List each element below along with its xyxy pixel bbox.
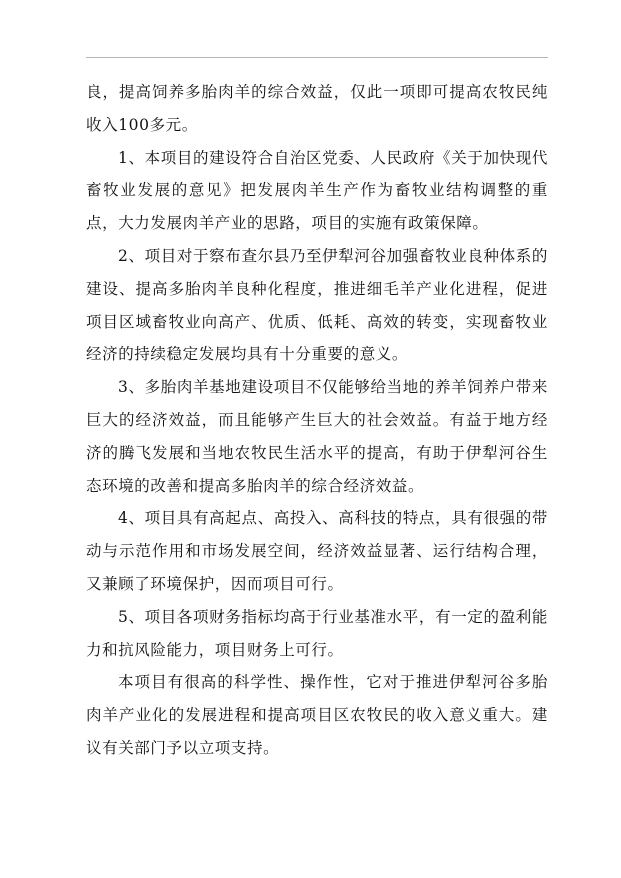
paragraph-point-4: 4、项目具有高起点、高投入、高科技的特点，具有很强的带动与示范作用和市场发展空间，经济效益显著、运行结构合理，又兼顾了环境保护，因而项目可行。 xyxy=(86,509,548,593)
paragraph-point-5: 5、项目各项财务指标均高于行业基准水平，有一定的盈利能力和抗风险能力，项目财务上可行。 xyxy=(86,607,548,659)
header-rule xyxy=(86,57,548,58)
document-body xyxy=(86,76,548,765)
paragraph-point-3: 3、多胎肉羊基地建设项目不仅能够给当地的养羊饲养户带来巨大的经济效益，而且能够产生巨大的社会效益。有益于地方经济的腾飞发展和当地农牧民生活水平的提高，有助于伊犁河谷生态环境的改善和提高多胎肉羊的综合经济效益。 xyxy=(86,378,548,495)
paragraph-point-2: 2、项目对于察布查尔县乃至伊犁河谷加强畜牧业良种体系的建设、提高多胎肉羊良种化程度，推进细毛羊产业化进程，促进项目区域畜牧业向高产、优质、低耗、高效的转变，实现畜牧业经济的持续稳定发展均具有十分重要的意义。 xyxy=(86,246,548,364)
paragraph-conclusion: 本项目有很高的科学性、操作性，它对于推进伊犁河谷多胎肉羊产业化的发展进程和提高项目区农牧民的收入意义重大。建议有关部门予以立项支持。 xyxy=(86,673,548,757)
paragraph-point-1: 1、本项目的建设符合自治区党委、人民政府《关于加快现代畜牧业发展的意见》把发展肉羊生产作为畜牧业结构调整的重点，大力发展肉羊产业的思路，项目的实施有政策保障。 xyxy=(86,148,548,233)
paragraph-continuation: 良，提高饲养多胎肉羊的综合效益，仅此一项即可提高农牧民纯收入100多元。 xyxy=(86,83,548,134)
